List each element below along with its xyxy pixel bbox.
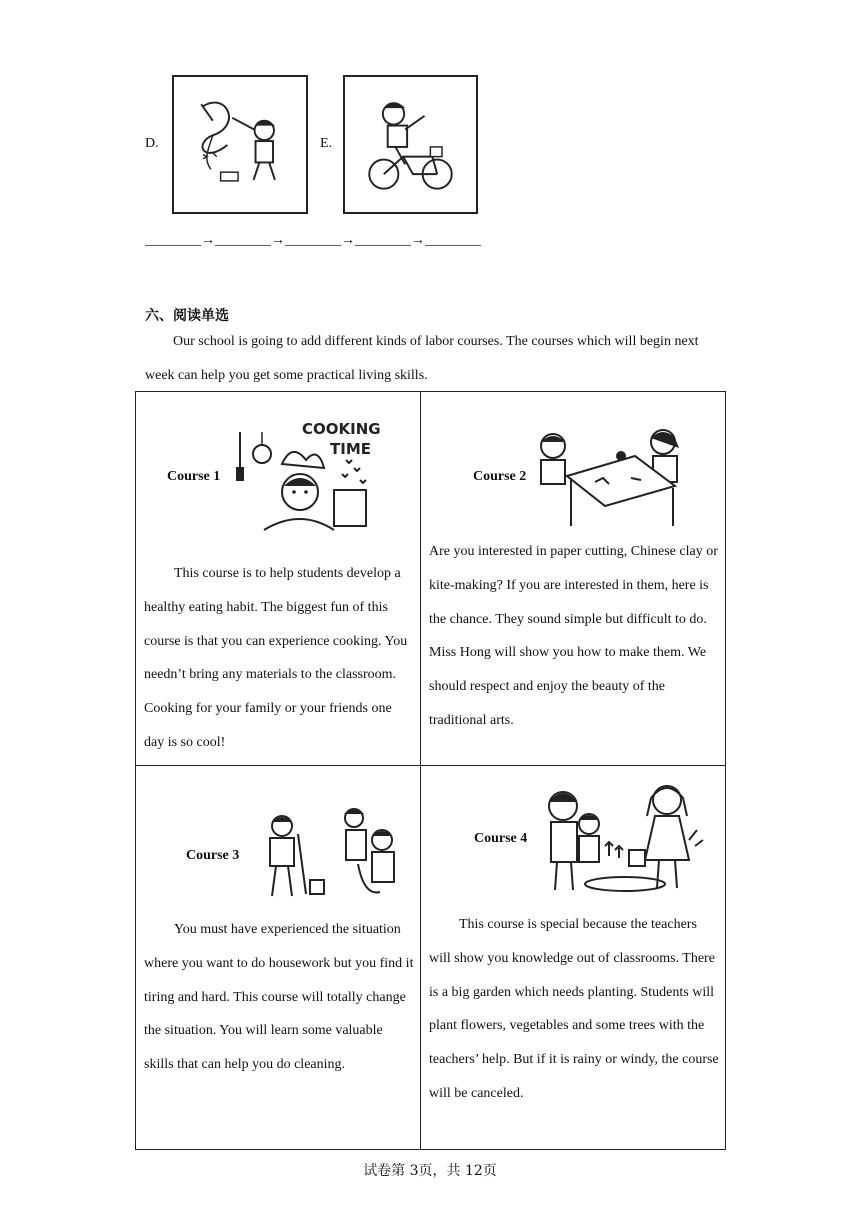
boy-flying-kite-illustration	[174, 77, 306, 212]
picture-e-boy-bicycle	[343, 75, 478, 214]
svg-text:TIME: TIME	[330, 440, 371, 458]
course-4-title: Course 4	[474, 831, 528, 846]
courses-table	[135, 391, 726, 1150]
course-1-title: Course 1	[167, 469, 221, 484]
course-1-description: This course is to help students develop a healthy eating habit. The biggest fun of this course is that you can experience cooking. You needn’t bring any materials to the classroom. Cooking for your family or your friends one day is so cool!	[144, 566, 408, 750]
intro-paragraph: Our school is going to add different kinds of labor courses. The courses which will begin next week can help you get some practical living skills.	[145, 334, 699, 383]
course-1-cell	[136, 392, 421, 766]
cooking-time-lettering: COOKING	[302, 420, 381, 438]
boy-riding-bicycle-illustration	[345, 77, 476, 212]
order-answer-line[interactable]: ________→________→________→________→________	[145, 233, 481, 248]
cleaning-illustration	[254, 804, 404, 904]
course-4-cell	[421, 766, 726, 1150]
cooking-illustration	[234, 412, 394, 540]
option-d-label: D.	[145, 136, 159, 151]
crafts-table-illustration	[535, 416, 703, 534]
course-3-title: Course 3	[186, 848, 240, 863]
course-2-title: Course 2	[473, 469, 527, 484]
course-2-cell	[421, 392, 726, 766]
picture-d-boy-kite	[172, 75, 308, 214]
course-2-description: Are you interested in paper cutting, Chinese clay or kite-making? If you are interested in them, here is the chance. They sound simple but difficult to do. Miss Hong will show you how to make them. We should respect and enjoy the beauty of the traditional arts.	[429, 544, 718, 728]
course-3-description: You must have experienced the situation where you want to do housework but you find it tiring and hard. This course will totally change the situation. You will learn some valuable skills that can help you do cleaning.	[144, 922, 414, 1073]
gardening-illustration	[539, 780, 705, 896]
page-footer: 试卷第 3页，共 12页	[363, 1163, 497, 1179]
course-3-cell	[136, 766, 421, 1150]
course-4-description: This course is special because the teachers will show you knowledge out of classrooms. There is a big garden which needs planting. Students will plant flowers, vegetables and some trees with the teachers’ help. But if it is rainy or windy, the course will be canceled.	[429, 917, 719, 1101]
option-e-label: E.	[320, 136, 333, 151]
section-title: 六、阅读单选	[145, 308, 229, 324]
